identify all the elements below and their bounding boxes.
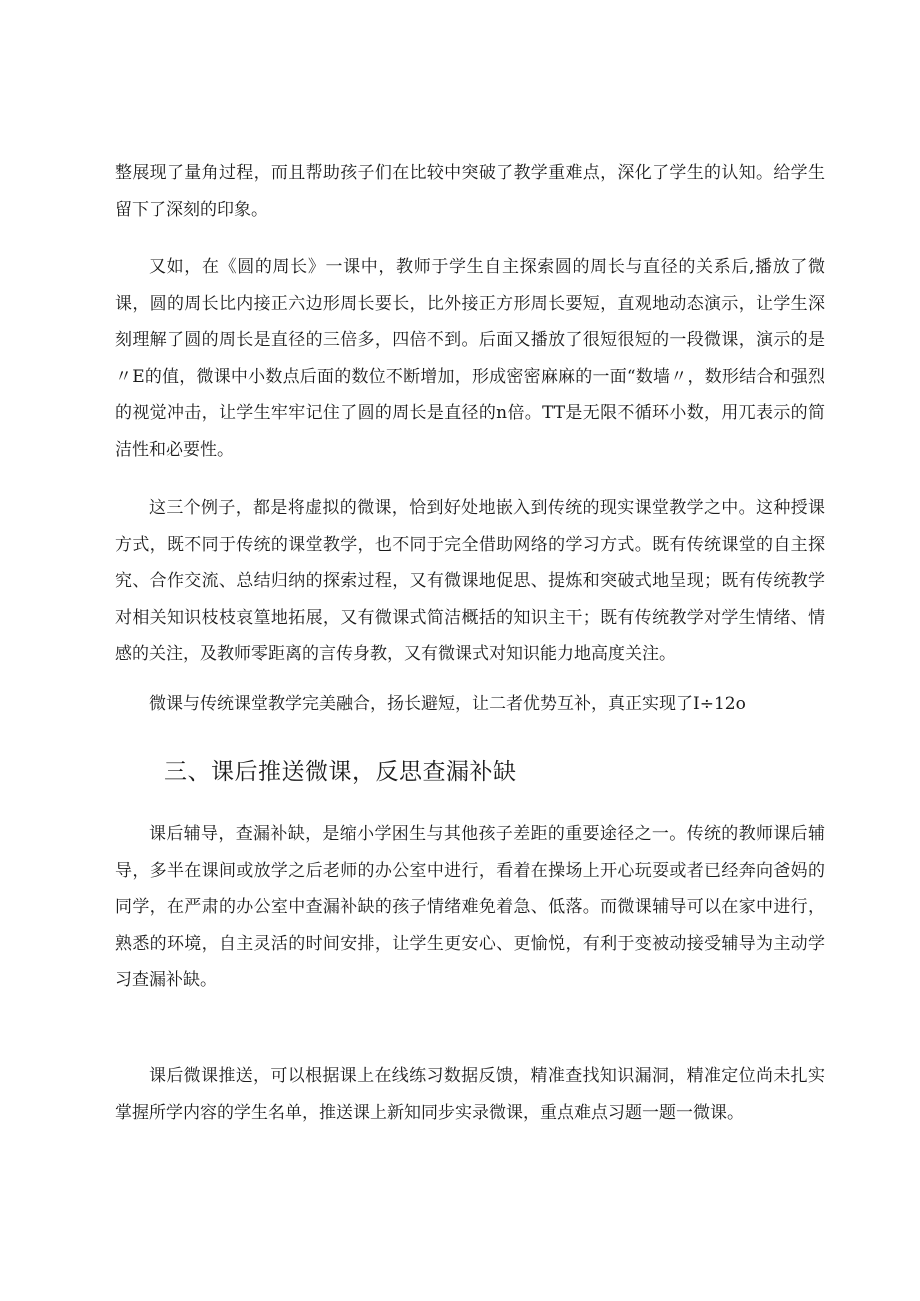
paragraph-6: 课后微课推送，可以根据课上在线练习数据反馈，精准查找知识漏洞，精准定位尚未扎实掌握所学内容的学生名单，推送课上新知同步实录微课，重点难点习题一题一微课。 xyxy=(115,1066,825,1123)
section-heading: 三、课后推送微课，反思查漏补缺 xyxy=(164,759,517,785)
paragraph-3: 这三个例子，都是将虚拟的微课，恰到好处地嵌入到传统的现实课堂教学之中。这种授课方式，既不同于传统的课堂教学，也不同于完全借助网络的学习方式。既有传统课堂的自主探究、合作交流、总结归纳的探索过程，又有微课地促思、提炼和突破式地呈现；既有传统教学对相关知识枝枝哀篁地拓展，又有微课式简洁概括的知识主干；既有传统教学对学生情绪、情感的关注，及教师零距离的言传身教，又有微课式对知识能力地高度关注。 xyxy=(115,498,825,665)
paragraph-2: 又如，在《圆的周长》一课中，教师于学生自主探索圆的周长与直径的关系后,播放了微课，圆的周长比内接正六边形周长要长，比外接正方形周长要短，直观地动态演示，让学生深刻理解了圆的周长是直径的三倍多，四倍不到。后面又播放了很短很短的一段微课，演示的是〃E的值，微课中小数点后面的数位不断增加，形成密密麻麻的一面“数墙〃，数形结合和强烈的视觉冲击，让学生牢牢记住了圆的周长是直径的n倍。TT是无限不循环小数，用兀表示的简洁性和必要性。 xyxy=(115,257,825,460)
paragraph-1: 整展现了量角过程，而且帮助孩子们在比较中突破了教学重难点，深化了学生的认知。给学生留下了深刻的印象。 xyxy=(115,163,825,220)
paragraph-4: 微课与传统课堂教学完美融合，扬长避短，让二者优势互补，真正实现了I÷12o xyxy=(149,694,746,714)
paragraph-5: 课后辅导，查漏补缺，是缩小学困生与其他孩子差距的重要途径之一。传统的教师课后辅导，多半在课间或放学之后老师的办公室中进行，看着在操场上开心玩耍或者已经奔向爸妈的同学，在严肃的办公室中查漏补缺的孩子情绪难免着急、低落。而微课辅导可以在家中进行，熟悉的环境，自主灵活的时间安排，让学生更安心、更愉悦，有利于变被动接受辅导为主动学习查漏补缺。 xyxy=(115,824,825,991)
